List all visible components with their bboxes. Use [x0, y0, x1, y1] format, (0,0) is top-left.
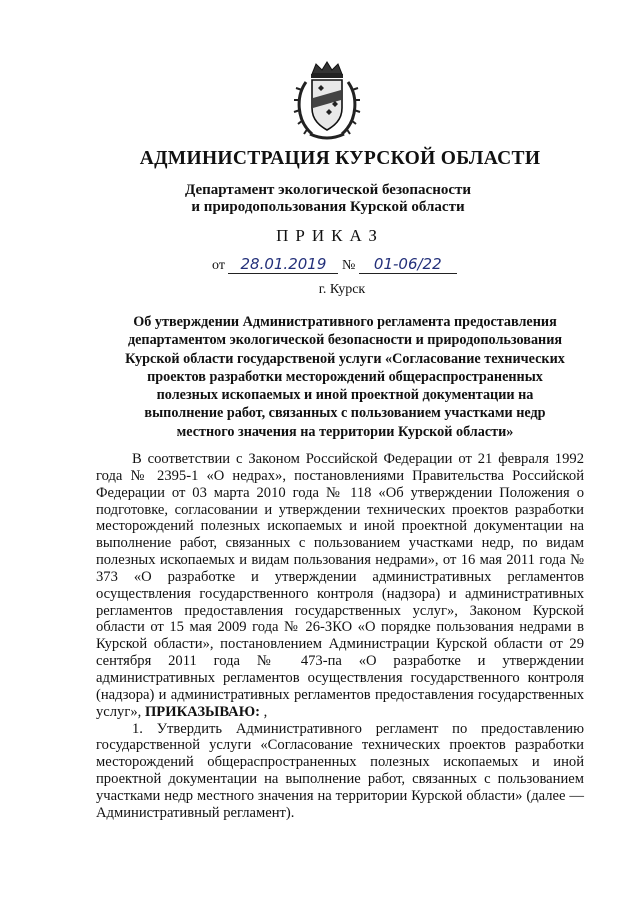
document-body — [96, 451, 584, 822]
department-line-2: и природопользования Курской области — [191, 199, 465, 215]
order-date: 28.01.2019 — [228, 255, 338, 274]
title-line: полезных ископаемых и иной проектной документации на — [156, 387, 534, 404]
city: г. Курск — [318, 282, 366, 297]
clause-1-paragraph: 1. Утвердить Административного регламент по предоставлению государственной услуги «Согласование технических проектов разработки месторождений общераспространенных полезных ископаемых и иной проектной документации на выполнение работ, связанных с пользованием участками недр местного значения на территории Курской области» (далее — Административный регламент). — [96, 720, 584, 821]
title-line: Об утверждении Административного регламента предоставления — [133, 314, 557, 330]
title-line: местного значения на территории Курской области» — [176, 423, 514, 440]
number-prefix: № — [341, 258, 356, 273]
document-title — [85, 313, 605, 441]
department-line-1: Департамент экологической безопасности — [184, 182, 472, 198]
title-line: Курской области государственой услуги «Согласование технических — [125, 350, 565, 367]
preamble-text: В соответствии с Законом Российской Федерации от 21 февраля 1992 года № 2395-1 «О недрах», постановлениями Правительства Российской Федерации от 03 марта 2010 года № 118 «Об утверждении Положения о подготовке, согласовании и утверждении технических проектов разработки месторождений полезных ископаемых и иной проектной документации на выполнение работ, связанных с пользованием участками недр, по видам полезных ископаемых и видам пользования недрами», от 16 мая 2011 года № 373 «О разработке и утверждении административных регламентов осуществления государственного контроля (надзора) и административных регламентов предоставления государственных услуг», Законом Курской области от 15 мая 2009 года № 26-ЗКО «О порядке пользования недрами в Курской области», постановлением Администрации Курской области от 29 сентября 2011 года № 473-па «О разработке и утверждении административных регламентов осуществления государственного контроля (надзора) и административных регламентов предоставления государственных услуг», — [96, 451, 584, 720]
order-word: ПРИКАЗЫВАЮ: — [144, 703, 261, 720]
coat-of-arms-emblem — [292, 60, 362, 142]
title-line: проектов разработки месторождений общераспространенных — [147, 368, 543, 385]
date-prefix: от — [212, 258, 225, 273]
document-type: ПРИКАЗ — [276, 226, 384, 245]
date-number-line — [212, 255, 457, 274]
order-number: 01-06/22 — [359, 255, 457, 274]
preamble-paragraph — [96, 451, 584, 721]
department-name — [8, 182, 640, 216]
title-line: департаментом экологической безопасности и природопользования — [127, 332, 563, 349]
organization-title: АДМИНИСТРАЦИЯ КУРСКОЙ ОБЛАСТИ — [139, 148, 541, 169]
title-line: выполнение работ, связанных с пользованием участками недр — [144, 405, 546, 422]
order-tail: , — [260, 703, 268, 720]
